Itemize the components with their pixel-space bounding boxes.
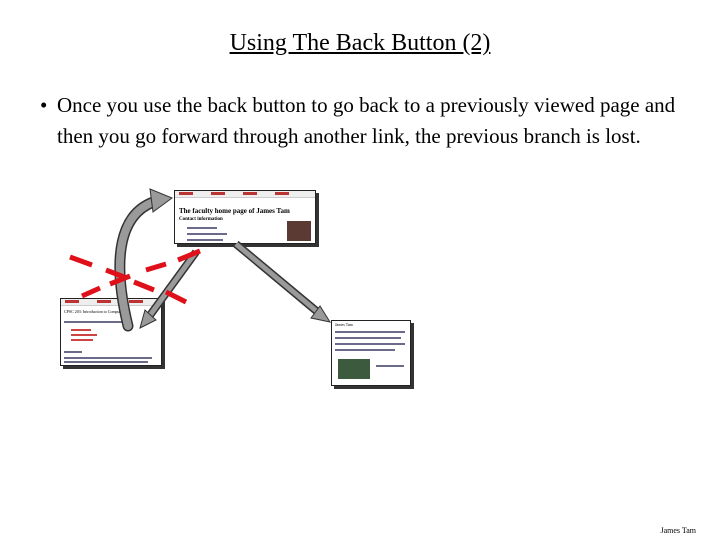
back-arrow-head [150, 189, 172, 212]
bullet-marker: • [40, 93, 48, 117]
footer-author: James Tam [660, 526, 696, 535]
bullet-text: Once you use the back button to go back to a previously viewed page and then you go forward through another link, the previous branch is lost. [57, 93, 676, 148]
thumbnail-top-heading: The faculty home page of James Tam [179, 207, 290, 215]
thumbnail-left-heading: CPSC 203: Introduction to Computers [64, 309, 126, 314]
thumbnail-top-subheading: Contact information [179, 217, 223, 222]
thumbnail-right-heading: James Tam [335, 322, 353, 327]
slide-title: Using The Back Button (2) [229, 30, 491, 56]
